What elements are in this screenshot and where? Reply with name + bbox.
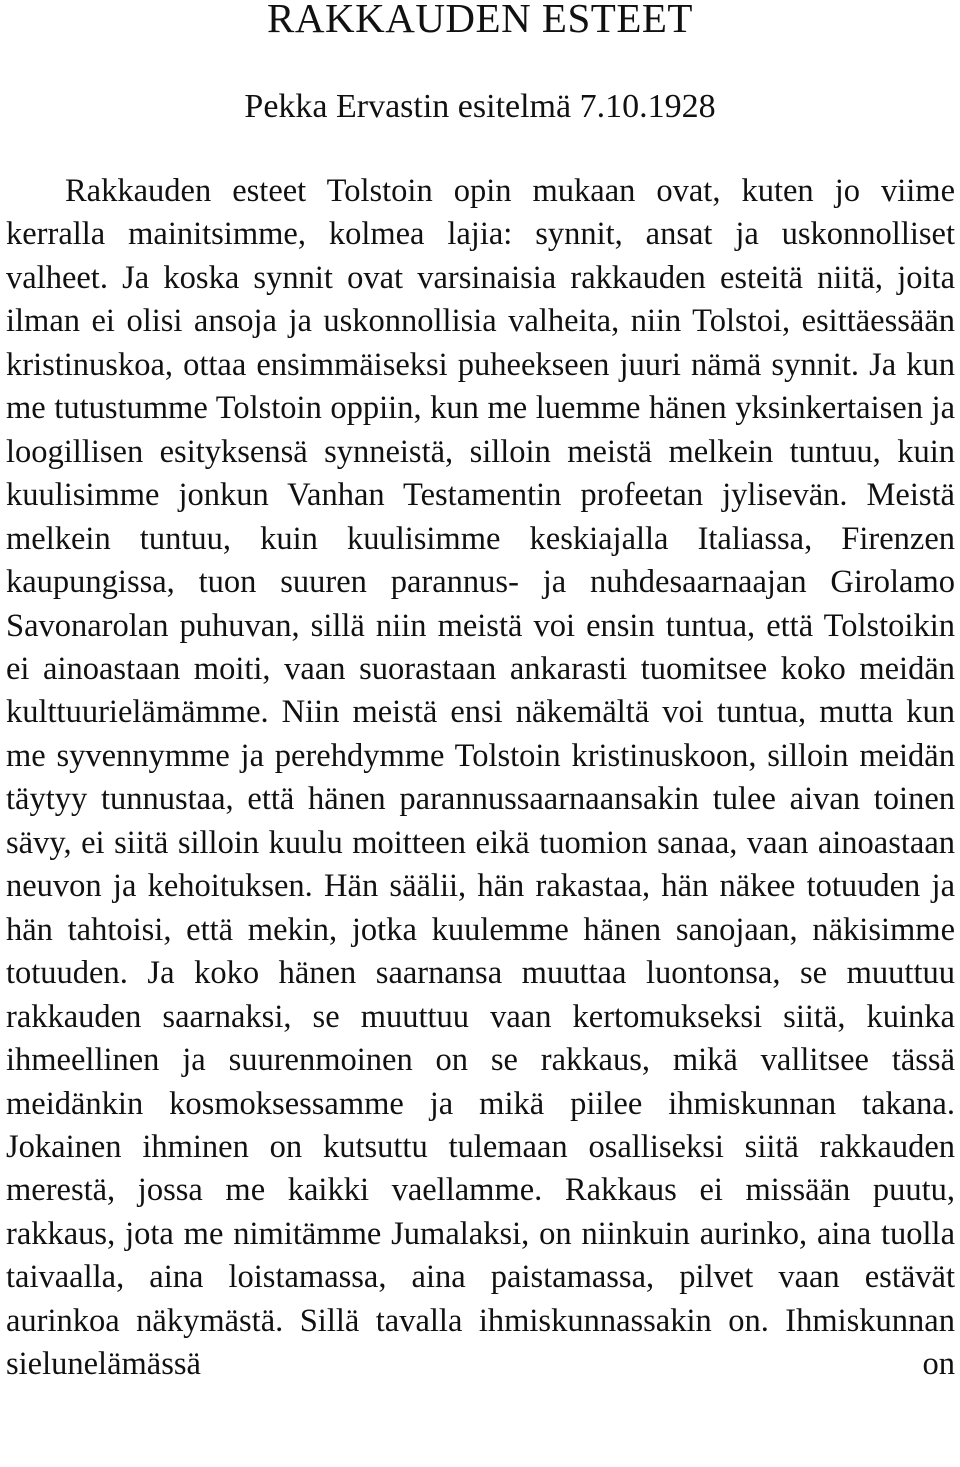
document-subtitle: Pekka Ervastin esitelmä 7.10.1928 (244, 88, 716, 125)
document-title: RAKKAUDEN ESTEET (267, 0, 693, 41)
body-paragraph: Rakkauden esteet Tolstoin opin mukaan ovat, kuten jo viime kerralla mainitsimme, kolmea lajia: synnit, ansat ja uskonnolliset valheet. Ja koska synnit ovat varsinaisia rakkauden esteitä niitä, joita ilman ei olisi ansoja ja uskonnollisia valheita, niin Tolstoi, esittäessään kristinuskoa, ottaa ensimmäiseksi puheekseen juuri nämä synnit. Ja kun me tutustumme Tolstoin oppiin, kun me luemme hänen yksinkertaisen ja loogillisen esityksensä synneistä, silloin meistä melkein tuntuu, kuin kuulisimme jonkun Vanhan Testamentin profeetan jylisevän. Meistä melkein tuntuu, kuin kuulisimme keskiajalla Italiassa, Firenzen kaupungissa, tuon suuren parannus- ja nuhdesaarnaajan Girolamo Savonarolan puhuvan, sillä niin meistä voi ensin tuntua, että Tolstoikin ei ainoastaan moiti, vaan suorastaan ankarasti tuomitsee koko meidän kulttuurielämämme. Niin meistä ensi näkemältä voi tuntua, mutta kun me syvennymme ja perehdymme Tolstoin kristinuskoon, silloin meidän täytyy tunnustaa, että hänen parannussaarnaansakin tulee aivan toinen sävy, ei siitä silloin kuulu moitteen eikä tuomion sanaa, vaan ainoastaan neuvon ja kehoituksen. Hän säälii, hän rakastaa, hän näkee totuuden ja hän tahtoisi, että mekin, jotka kuulemme hänen sanojaan, näkisimme totuuden. Ja koko hänen saarnansa muuttaa luontonsa, se muuttuu rakkauden saarnaksi, se muuttuu vaan kertomukseksi siitä, kuinka ihmeellinen ja suurenmoinen on se rakkaus, mikä vallitsee tässä meidänkin kosmoksessamme ja mikä piilee ihmiskunnan takana. Jokainen ihminen on kutsuttu tulemaan osalliseksi siitä rakkauden merestä, jossa me kaikki vaellamme. Rakkaus ei missään puutu, rakkaus, jota me nimitämme Jumalaksi, on niinkuin aurinko, aina tuolla taivaalla, aina loistamassa, aina paistamassa, pilvet vaan estävät aurinkoa näkymästä. Sillä tavalla ihmiskunnassakin on. Ihmiskunnan sielunelämässä on (6, 173, 955, 1383)
